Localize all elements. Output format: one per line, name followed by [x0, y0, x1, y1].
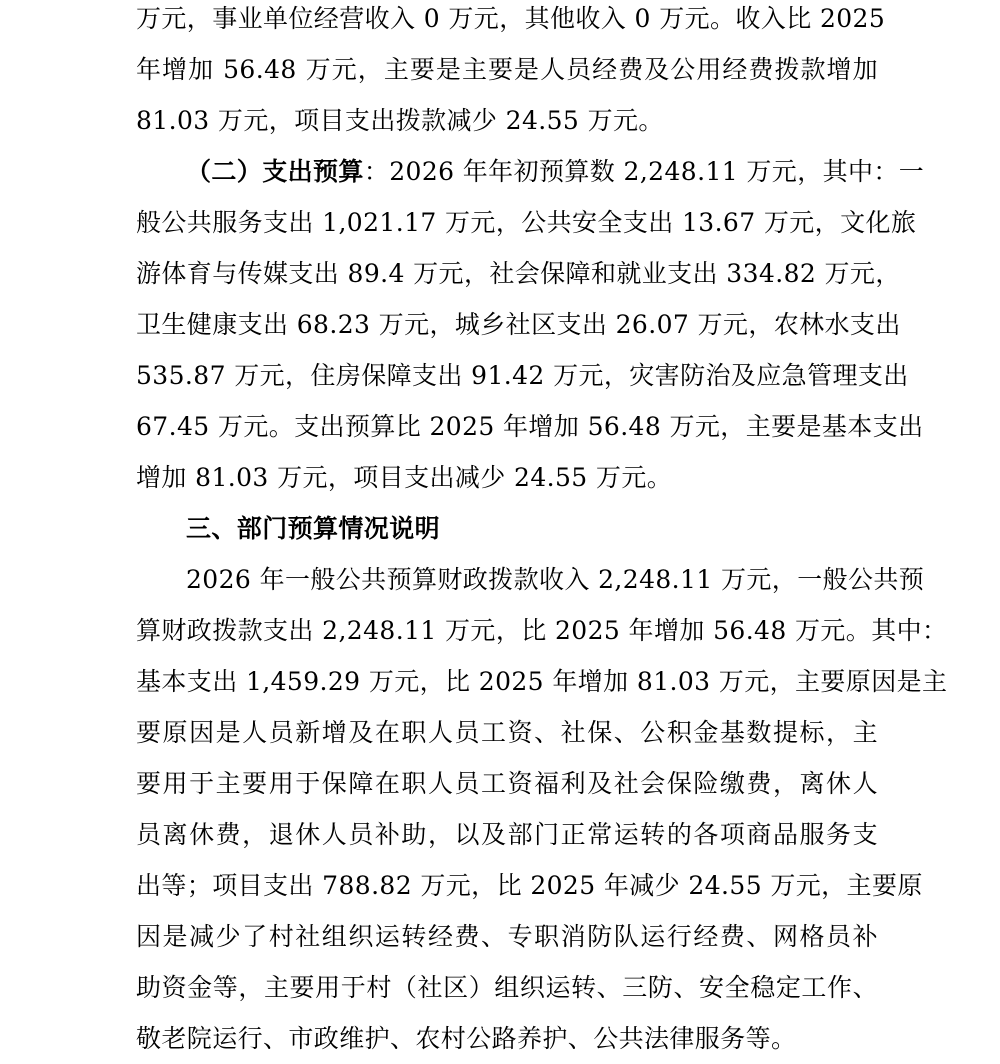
- text-line: 要用于主要用于保障在职人员工资福利及社会保险缴费，离休人: [136, 769, 878, 798]
- text-line: 游体育与传媒支出 89.4 万元，社会保障和就业支出 334.82 万元，: [136, 259, 901, 288]
- text-line: 要原因是人员新增及在职人员工资、社保、公积金基数提标，主: [136, 718, 878, 747]
- text-line: [136, 146, 925, 197]
- text-line: 员离休费，退休人员补助，以及部门正常运转的各项商品服务支: [136, 820, 878, 849]
- expenditure-lead-rest: ：2026 年年初预算数 2,248.11 万元，其中：一: [363, 157, 925, 186]
- text-line: 卫生健康支出 68.23 万元，城乡社区支出 26.07 万元，农林水支出: [136, 310, 901, 339]
- text-line: 年增加 56.48 万元，主要是主要是人员经费及公用经费拨款增加: [136, 55, 878, 84]
- expenditure-lead: （二）支出预算: [186, 157, 364, 186]
- text-line: 因是减少了村社组织运转经费、专职消防队运行经费、网格员补: [136, 922, 878, 951]
- paragraph-department: [136, 554, 948, 1064]
- paragraph-income-tail: [136, 0, 886, 146]
- text-line: 敬老院运行、市政维护、农村公路养护、公共法律服务等。: [136, 1024, 797, 1053]
- text-line: 基本支出 1,459.29 万元，比 2025 年增加 81.03 万元，主要原因是主: [136, 667, 948, 696]
- text-line: 万元，事业单位经营收入 0 万元，其他收入 0 万元。收入比 2025: [136, 4, 886, 33]
- text-line: 535.87 万元，住房保障支出 91.42 万元，灾害防治及应急管理支出: [136, 361, 909, 390]
- text-line: 81.03 万元，项目支出拨款减少 24.55 万元。: [136, 106, 664, 135]
- section-heading: 三、部门预算情况说明: [186, 514, 441, 543]
- text-line: 般公共服务支出 1,021.17 万元，公共安全支出 13.67 万元，文化旅: [136, 208, 917, 237]
- text-line: 助资金等，主要用于村（社区）组织运转、三防、安全稳定工作、: [136, 973, 878, 1002]
- text-line: 出等；项目支出 788.82 万元，比 2025 年减少 24.55 万元，主要原: [136, 871, 923, 900]
- paragraph-expenditure: [136, 146, 925, 503]
- text-line: 增加 81.03 万元，项目支出减少 24.55 万元。: [136, 463, 673, 492]
- document-page: [136, 0, 948, 1064]
- text-line: 算财政拨款支出 2,248.11 万元，比 2025 年增加 56.48 万元。其中：: [136, 616, 948, 645]
- text-line: 2026 年一般公共预算财政拨款收入 2,248.11 万元，一般公共预: [186, 565, 925, 594]
- text-line: 67.45 万元。支出预算比 2025 年增加 56.48 万元，主要是基本支出: [136, 412, 924, 441]
